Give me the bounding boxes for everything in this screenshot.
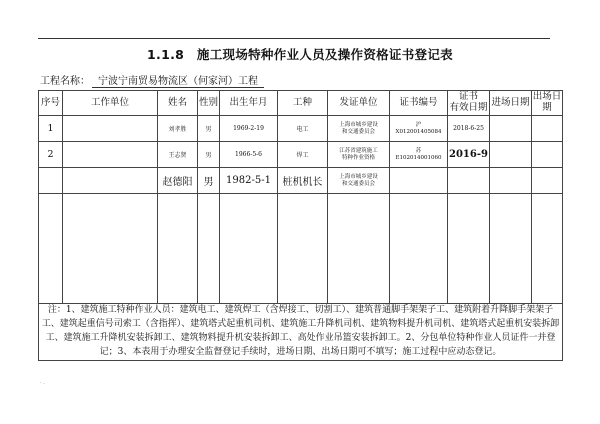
- cell-exit: [532, 116, 563, 142]
- cell-issuer: 上海市城乡建设 和交通委员会: [328, 116, 390, 142]
- cell-birth: 1982-5-1: [220, 168, 278, 194]
- header-cell: 进场日期: [490, 91, 532, 116]
- cell-exit: [532, 142, 563, 168]
- header-row: [39, 91, 563, 116]
- blank-cell: [448, 194, 490, 304]
- header-cell: 发证单位: [328, 91, 390, 116]
- cell-trade: 焊工: [278, 142, 328, 168]
- cell-enter: [490, 168, 532, 194]
- header-cell: 出场日期: [532, 91, 563, 116]
- page-mark: · .: [40, 380, 45, 386]
- header-cell: 证书编号: [390, 91, 448, 116]
- cell-trade: 桩机机长: [278, 168, 328, 194]
- blank-cell: [328, 194, 390, 304]
- project-line: [40, 72, 264, 88]
- cell-no: 1: [39, 116, 63, 142]
- top-rule: [38, 38, 550, 39]
- cell-enter: [490, 116, 532, 142]
- cell-birth: 1966-5-6: [220, 142, 278, 168]
- cell-name: 赵德阳: [158, 168, 198, 194]
- header-cell: 出生年月: [220, 91, 278, 116]
- cell-valid: [448, 168, 490, 194]
- page-title: 1.1.8 施工现场特种作业人员及操作资格证书登记表: [147, 47, 453, 62]
- cell-cert-no: 苏 E102014001060: [390, 142, 448, 168]
- cell-cert-no: [390, 168, 448, 194]
- cell-gender: 男: [198, 168, 220, 194]
- blank-cell: [63, 194, 158, 304]
- cell-unit: [63, 168, 158, 194]
- table-row: [39, 168, 563, 194]
- project-label: 工程名称：: [40, 76, 90, 87]
- cell-no: [39, 168, 63, 194]
- blank-cell: [490, 194, 532, 304]
- cell-birth: 1969-2-19: [220, 116, 278, 142]
- cell-valid: 2018-6-25: [448, 116, 490, 142]
- blank-cell: [390, 194, 448, 304]
- cell-issuer: 上海市城乡建设 和交通委员会: [328, 168, 390, 194]
- blank-cell: [39, 194, 63, 304]
- blank-cell: [158, 194, 198, 304]
- cell-exit: [532, 168, 563, 194]
- cell-gender: 男: [198, 142, 220, 168]
- blank-cell: [198, 194, 220, 304]
- cell-enter: [490, 142, 532, 168]
- note-text: 注：1、建筑施工特种作业人员：建筑电工、建筑焊工（含焊接工、切割工）、建筑普通脚手架架子工、建筑附着升降脚手架架子工、建筑起重信号司索工（含指挥）、建筑塔式起重机司机、建筑施工升降机司机、建筑物料提升机司机、建筑塔式起重机安装拆卸工、建筑施工升降机安装拆卸工、建筑物料提升机安装拆卸工、高处作业吊篮安装拆卸工。2、分包单位特种作业人员证件一并登记；3、本表用于办理安全监督登记手续时，进场日期、出场日期可不填写；施工过程中应动态登记。: [39, 304, 563, 361]
- header-cell: 姓名: [158, 91, 198, 116]
- header-cell: 证书 有效日期: [448, 91, 490, 116]
- cell-name: 刘孝胜: [158, 116, 198, 142]
- table-row: [39, 116, 563, 142]
- cell-no: 2: [39, 142, 63, 168]
- header-cell: 性别: [198, 91, 220, 116]
- cell-unit: [63, 116, 158, 142]
- table-row: [39, 142, 563, 168]
- cell-valid: 2016-9: [448, 142, 490, 168]
- header-cell: 序号: [39, 91, 63, 116]
- note-row: [39, 304, 563, 361]
- blank-cell: [278, 194, 328, 304]
- header-cell: 工种: [278, 91, 328, 116]
- cell-trade: 电工: [278, 116, 328, 142]
- cell-cert-no: 沪 X012001405084: [390, 116, 448, 142]
- project-name: 宁波宁南贸易物流区（何家河）工程: [92, 72, 264, 88]
- cell-unit: [63, 142, 158, 168]
- cell-issuer: 江苏省建筑施工 特种作业资格: [328, 142, 390, 168]
- registration-table: [38, 90, 563, 361]
- header-cell: 工作单位: [63, 91, 158, 116]
- blank-cell: [220, 194, 278, 304]
- cell-gender: 男: [198, 116, 220, 142]
- blank-cell: [532, 194, 563, 304]
- cell-name: 王志贤: [158, 142, 198, 168]
- blank-row: [39, 194, 563, 304]
